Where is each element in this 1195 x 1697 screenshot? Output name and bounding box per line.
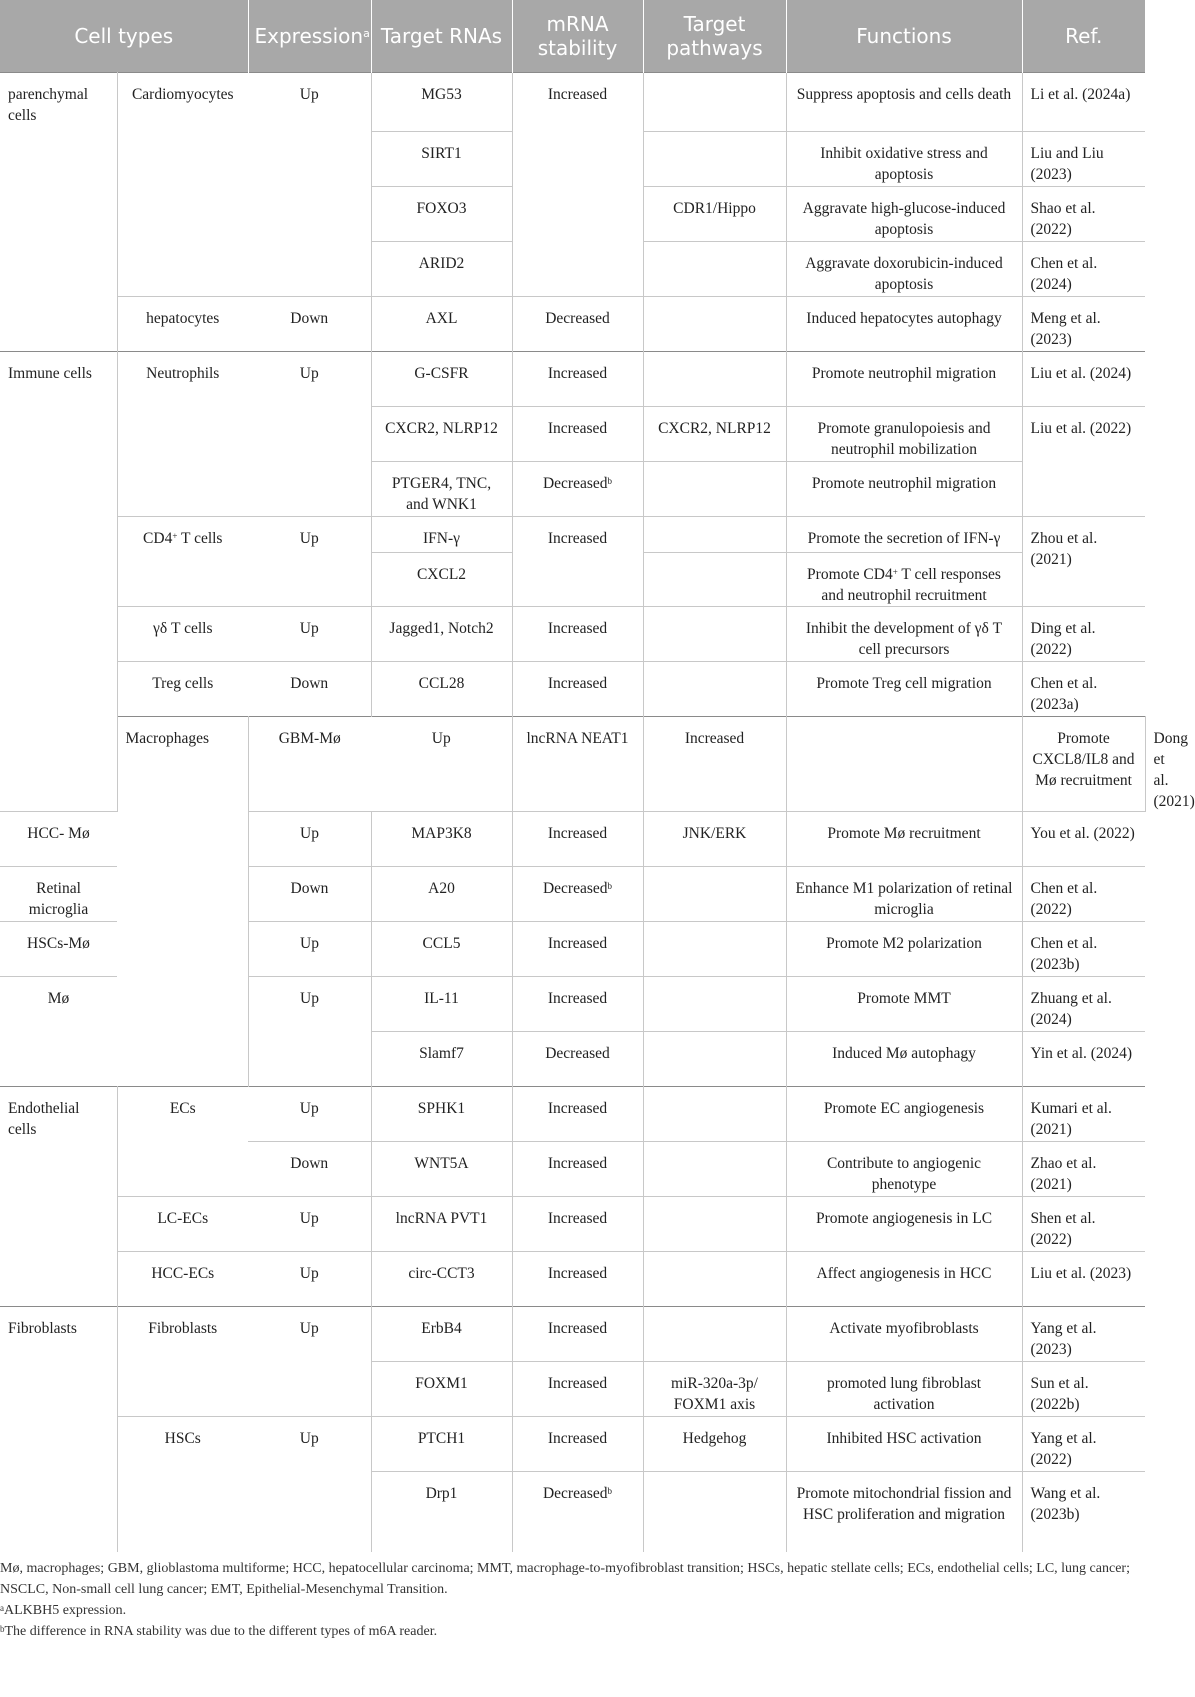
reference: Yang et al. (2022) bbox=[1022, 1417, 1145, 1472]
pathway-value bbox=[643, 867, 786, 922]
table-row bbox=[0, 1252, 1145, 1307]
function-value: Promote Mø recruitment bbox=[786, 812, 1022, 867]
reference: Zhuang et al. (2024) bbox=[1022, 977, 1145, 1032]
target-rna: lncRNA PVT1 bbox=[371, 1197, 512, 1252]
stability-value: Increased bbox=[512, 406, 643, 461]
reference: Chen et al. (2023a) bbox=[1022, 661, 1145, 716]
function-value: Promote neutrophil migration bbox=[786, 351, 1022, 406]
expression-value: Up bbox=[248, 606, 371, 661]
pathway-value: miR-320a-3p/ FOXM1 axis bbox=[643, 1362, 786, 1417]
subtype-label: GBM-Mø bbox=[248, 716, 371, 812]
function-value: Promote the secretion of IFN-γ bbox=[786, 516, 1022, 552]
reference: Yang et al. (2023) bbox=[1022, 1307, 1145, 1362]
reference: Sun et al. (2022b) bbox=[1022, 1362, 1145, 1417]
target-rna: SPHK1 bbox=[371, 1087, 512, 1142]
stability-value: Increased bbox=[512, 1197, 643, 1252]
stability-value: Decreased bbox=[512, 296, 643, 351]
subtype-label: hepatocytes bbox=[117, 296, 248, 351]
reference: Li et al. (2024a) bbox=[1022, 72, 1145, 131]
reference: You et al. (2022) bbox=[1022, 812, 1145, 867]
target-rna: FOXO3 bbox=[371, 186, 512, 241]
target-rna: ARID2 bbox=[371, 241, 512, 296]
table-row bbox=[0, 516, 1145, 552]
stability-value: Increased bbox=[512, 1252, 643, 1307]
table-row bbox=[0, 661, 1145, 716]
subtype-label: Treg cells bbox=[117, 661, 248, 716]
expression-value: Up bbox=[248, 1417, 371, 1552]
function-value: Promote granulopoiesis and neutrophil mobilization bbox=[786, 406, 1022, 461]
expression-value: Down bbox=[248, 867, 371, 922]
expression-value: Up bbox=[371, 716, 512, 812]
pathway-value bbox=[643, 516, 786, 552]
reference: Liu et al. (2024) bbox=[1022, 351, 1145, 406]
function-value: promoted lung fibroblast activation bbox=[786, 1362, 1022, 1417]
footnote-b: $^b$The difference in RNA stability was due to the different types of m6A reader. bbox=[0, 1624, 438, 1639]
reference: Kumari et al. (2021) bbox=[1022, 1087, 1145, 1142]
expression-value: Down bbox=[248, 661, 371, 716]
header-mrna-stability: mRNA stability bbox=[512, 0, 643, 72]
header-ref: Ref. bbox=[1022, 0, 1145, 72]
function-value: Suppress apoptosis and cells death bbox=[786, 72, 1022, 131]
subtype-label: Retinal microglia bbox=[0, 867, 117, 922]
target-rna: circ-CCT3 bbox=[371, 1252, 512, 1307]
function-value: Inhibit the development of γδ T cell precursors bbox=[786, 606, 1022, 661]
table-row bbox=[0, 1307, 1145, 1362]
reference: Liu and Liu (2023) bbox=[1022, 131, 1145, 186]
table-row: Macrophages GBM-Mø Up lncRNA NEAT1 Increased Promote CXCL8/IL8 and Mø recruitment Dong et al. (2021) bbox=[0, 716, 1145, 812]
table-footnotes bbox=[0, 1558, 1135, 1642]
pathway-value: CXCR2, NLRP12 bbox=[643, 406, 786, 461]
header-cell-types: Cell types bbox=[0, 0, 248, 72]
pathway-value bbox=[643, 1307, 786, 1362]
table-row bbox=[0, 606, 1145, 661]
pathway-value bbox=[643, 1032, 786, 1087]
function-value: Promote Treg cell migration bbox=[786, 661, 1022, 716]
table-row bbox=[0, 296, 1145, 351]
reference: Chen et al. (2024) bbox=[1022, 241, 1145, 296]
stability-value: Decreased bbox=[512, 1032, 643, 1087]
target-rna: CCL5 bbox=[371, 922, 512, 977]
subtype-label: ECs bbox=[117, 1087, 248, 1197]
table-row bbox=[0, 1417, 1145, 1472]
pathway-value bbox=[643, 1087, 786, 1142]
stability-value: Increased bbox=[512, 72, 643, 296]
function-value: Promote EC angiogenesis bbox=[786, 1087, 1022, 1142]
expression-value: Down bbox=[248, 296, 371, 351]
pathway-value bbox=[643, 72, 786, 131]
target-rna: SIRT1 bbox=[371, 131, 512, 186]
function-value: Activate myofibroblasts bbox=[786, 1307, 1022, 1362]
reference: Chen et al. (2023b) bbox=[1022, 922, 1145, 977]
header-row bbox=[0, 0, 1145, 72]
function-value: Induced hepatocytes autophagy bbox=[786, 296, 1022, 351]
target-rna: Slamf7 bbox=[371, 1032, 512, 1087]
function-value: Affect angiogenesis in HCC bbox=[786, 1252, 1022, 1307]
subtype-label: CD4+ T cells bbox=[117, 516, 248, 606]
subtype-label: HSCs bbox=[117, 1417, 248, 1552]
target-rna: MAP3K8 bbox=[371, 812, 512, 867]
stability-value: Increased bbox=[512, 1142, 643, 1197]
stability-value: Increased bbox=[512, 661, 643, 716]
function-value: Inhibit oxidative stress and apoptosis bbox=[786, 131, 1022, 186]
pathway-value: Hedgehog bbox=[643, 1417, 786, 1472]
subtype-label: HSCs-Mø bbox=[0, 922, 117, 977]
function-value: Inhibited HSC activation bbox=[786, 1417, 1022, 1472]
stability-value: Increased bbox=[512, 1307, 643, 1362]
expression-value: Up bbox=[248, 516, 371, 606]
reference: Yin et al. (2024) bbox=[1022, 1032, 1145, 1087]
pathway-value bbox=[643, 606, 786, 661]
table-row bbox=[0, 1197, 1145, 1252]
group-label: Endothelial cells bbox=[0, 1087, 117, 1307]
target-rna: IFN-γ bbox=[371, 516, 512, 552]
function-value: Aggravate doxorubicin-induced apoptosis bbox=[786, 241, 1022, 296]
group-label: Fibroblasts bbox=[0, 1307, 117, 1552]
target-rna: CXCR2, NLRP12 bbox=[371, 406, 512, 461]
subtype-label: Mø bbox=[0, 977, 117, 1087]
reference: Chen et al. (2022) bbox=[1022, 867, 1145, 922]
header-target-pathways: Target pathways bbox=[643, 0, 786, 72]
stability-value: Decreased$^b$ bbox=[512, 461, 643, 516]
target-rna: AXL bbox=[371, 296, 512, 351]
target-rna: IL-11 bbox=[371, 977, 512, 1032]
target-rna: CCL28 bbox=[371, 661, 512, 716]
expression-value: Down bbox=[248, 1142, 371, 1197]
stability-value: Increased bbox=[512, 606, 643, 661]
function-value: Contribute to angiogenic phenotype bbox=[786, 1142, 1022, 1197]
stability-value: Increased bbox=[512, 516, 643, 606]
pathway-value bbox=[643, 241, 786, 296]
target-rna: PTCH1 bbox=[371, 1417, 512, 1472]
expression-value: Up bbox=[248, 1197, 371, 1252]
pathway-value bbox=[643, 131, 786, 186]
function-value: Aggravate high-glucose-induced apoptosis bbox=[786, 186, 1022, 241]
pathway-value bbox=[643, 552, 786, 606]
expression-value: Up bbox=[248, 977, 371, 1087]
target-rna: CXCL2 bbox=[371, 552, 512, 606]
group-label: parenchymal cells bbox=[0, 72, 117, 351]
group-label: Macrophages bbox=[117, 716, 248, 1087]
table-row bbox=[0, 351, 1145, 406]
function-value: Enhance M1 polarization of retinal microglia bbox=[786, 867, 1022, 922]
header-functions: Functions bbox=[786, 0, 1022, 72]
reference: Zhao et al. (2021) bbox=[1022, 1142, 1145, 1197]
stability-value: Decreased$^b$ bbox=[512, 867, 643, 922]
function-value: Promote angiogenesis in LC bbox=[786, 1197, 1022, 1252]
target-rna: WNT5A bbox=[371, 1142, 512, 1197]
group-label: Immune cells bbox=[0, 351, 117, 812]
reference: Wang et al. (2023b) bbox=[1022, 1472, 1145, 1552]
pathway-value bbox=[643, 1252, 786, 1307]
function-value: Promote CXCL8/IL8 and Mø recruitment bbox=[1022, 716, 1145, 812]
stability-value: Decreased$^b$ bbox=[512, 1472, 643, 1552]
table-row bbox=[0, 72, 1145, 131]
stability-value: Increased bbox=[512, 1087, 643, 1142]
target-rna: Drp1 bbox=[371, 1472, 512, 1552]
target-rna: A20 bbox=[371, 867, 512, 922]
reference: Shen et al. (2022) bbox=[1022, 1197, 1145, 1252]
pathway-value bbox=[786, 716, 1022, 812]
function-value: Promote mitochondrial fission and HSC proliferation and migration bbox=[786, 1472, 1022, 1552]
pathway-value bbox=[643, 977, 786, 1032]
expression-value: Up bbox=[248, 72, 371, 296]
pathway-value bbox=[643, 461, 786, 516]
subtype-label: γδ T cells bbox=[117, 606, 248, 661]
expression-value: Up bbox=[248, 1252, 371, 1307]
target-rna: G-CSFR bbox=[371, 351, 512, 406]
reference: Meng et al. (2023) bbox=[1022, 296, 1145, 351]
target-rna: lncRNA NEAT1 bbox=[512, 716, 643, 812]
expression-value: Up bbox=[248, 812, 371, 867]
header-target-rnas: Target RNAs bbox=[371, 0, 512, 72]
reference: Zhou et al. (2021) bbox=[1022, 516, 1145, 606]
pathway-value: CDR1/Hippo bbox=[643, 186, 786, 241]
pathway-value bbox=[643, 351, 786, 406]
function-value: Promote CD4+ T cell responses and neutrophil recruitment bbox=[786, 552, 1022, 606]
pathway-value bbox=[643, 661, 786, 716]
reference: Liu et al. (2023) bbox=[1022, 1252, 1145, 1307]
pathway-value bbox=[643, 1197, 786, 1252]
pathway-value bbox=[643, 296, 786, 351]
reference: Shao et al. (2022) bbox=[1022, 186, 1145, 241]
pathway-value bbox=[643, 922, 786, 977]
subtype-label: Neutrophils bbox=[117, 351, 248, 516]
function-value: Induced Mø autophagy bbox=[786, 1032, 1022, 1087]
subtype-label: HCC-ECs bbox=[117, 1252, 248, 1307]
header-expression: Expression$^a$ bbox=[248, 0, 371, 72]
expression-value: Up bbox=[248, 1087, 371, 1142]
stability-value: Increased bbox=[643, 716, 786, 812]
subtype-label: Cardiomyocytes bbox=[117, 72, 248, 296]
stability-value: Increased bbox=[512, 1362, 643, 1417]
expression-value: Up bbox=[248, 351, 371, 516]
stability-value: Increased bbox=[512, 812, 643, 867]
function-value: Promote MMT bbox=[786, 977, 1022, 1032]
stability-value: Increased bbox=[512, 351, 643, 406]
subtype-label: Fibroblasts bbox=[117, 1307, 248, 1417]
target-rna: PTGER4, TNC, and WNK1 bbox=[371, 461, 512, 516]
reference: Ding et al. (2022) bbox=[1022, 606, 1145, 661]
reference: Liu et al. (2022) bbox=[1022, 406, 1145, 516]
expression-value: Up bbox=[248, 922, 371, 977]
pathway-value bbox=[643, 1142, 786, 1197]
abbreviations-note: Mø, macrophages; GBM, glioblastoma multiforme; HCC, hepatocellular carcinoma; MMT, macrophage-to-myofibroblast transition; HSCs, hepatic stellate cells; ECs, endothelial cells; LC, lung cancer; NSCLC, Non-small cell lung cancer; EMT, Epithelial-Mesenchymal Transition. bbox=[0, 1561, 1130, 1597]
function-value: Promote M2 polarization bbox=[786, 922, 1022, 977]
stability-value: Increased bbox=[512, 922, 643, 977]
stability-value: Increased bbox=[512, 977, 643, 1032]
target-rna: ErbB4 bbox=[371, 1307, 512, 1362]
target-rna: MG53 bbox=[371, 72, 512, 131]
pathway-value: JNK/ERK bbox=[643, 812, 786, 867]
expression-value: Up bbox=[248, 1307, 371, 1417]
subtype-label: LC-ECs bbox=[117, 1197, 248, 1252]
footnote-a: $^a$ALKBH5 expression. bbox=[0, 1603, 127, 1618]
target-rna: FOXM1 bbox=[371, 1362, 512, 1417]
table-row bbox=[0, 1087, 1145, 1142]
function-value: Promote neutrophil migration bbox=[786, 461, 1022, 516]
subtype-label: HCC- Mø bbox=[0, 812, 117, 867]
target-rna: Jagged1, Notch2 bbox=[371, 606, 512, 661]
pathway-value bbox=[643, 1472, 786, 1552]
stability-value: Increased bbox=[512, 1417, 643, 1472]
